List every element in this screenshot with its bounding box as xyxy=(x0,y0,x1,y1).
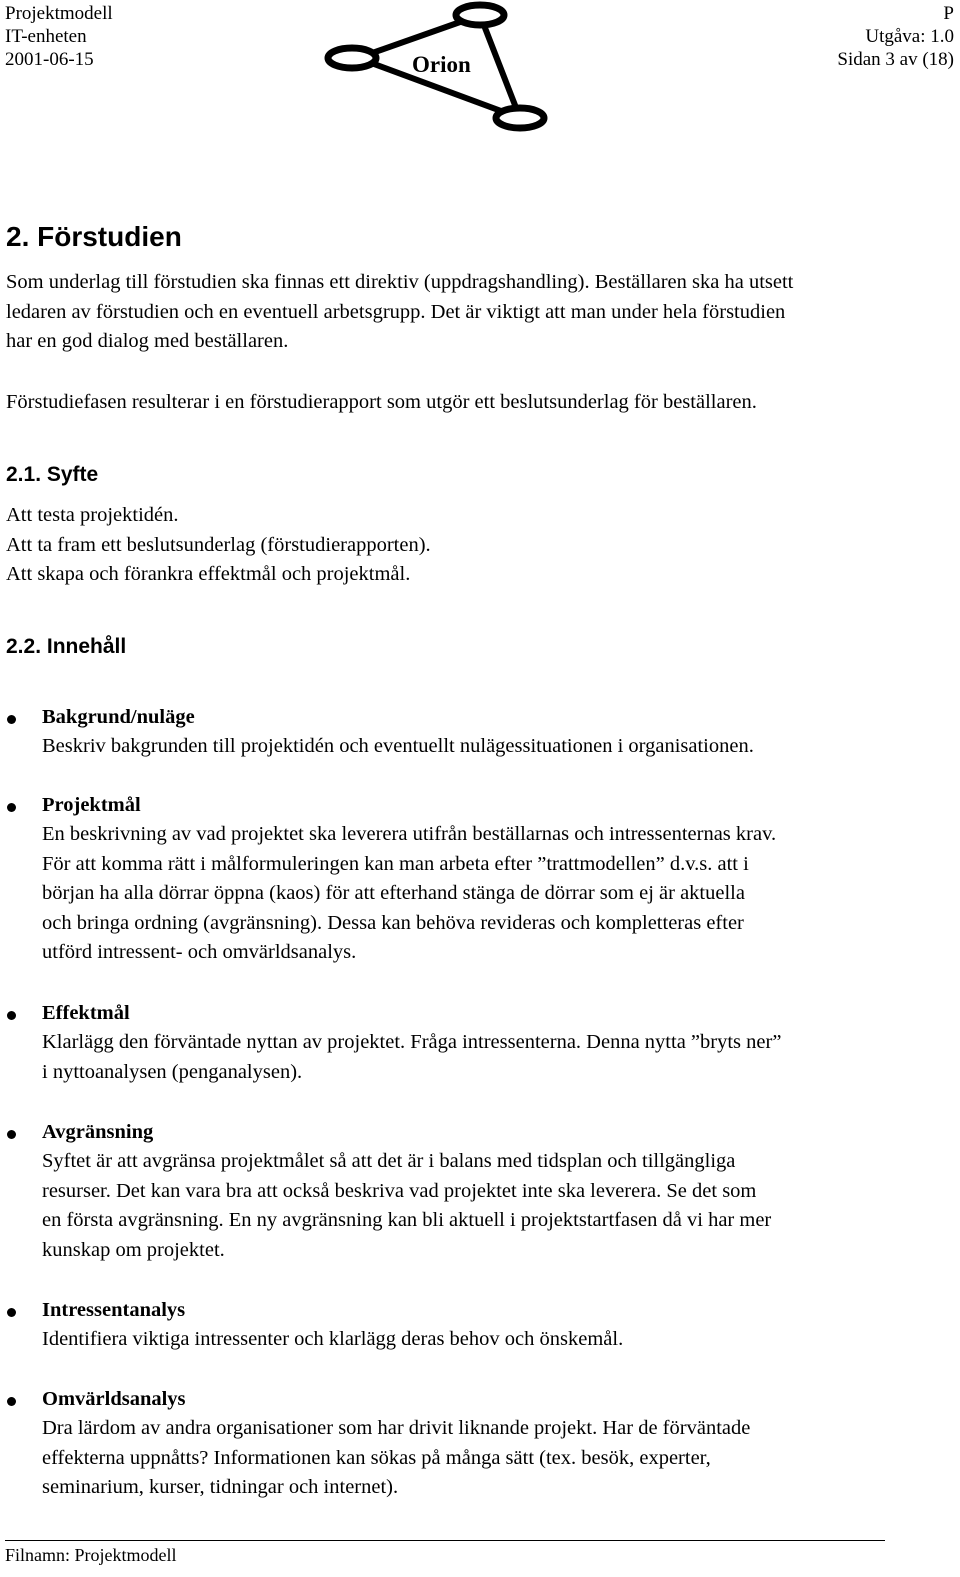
result-paragraph: Förstudiefasen resulterar i en förstudierapport som utgör ett beslutsunderlag för beställaren. xyxy=(6,391,757,413)
section-title: 2. Förstudien xyxy=(6,221,182,252)
item-text xyxy=(42,1147,892,1265)
item-text xyxy=(42,820,892,968)
syfte-heading: 2.1. Syfte xyxy=(6,463,99,486)
syfte-line: Att ta fram ett beslutsunderlag (förstudierapporten). xyxy=(6,533,431,556)
intro-paragraph xyxy=(6,268,906,357)
item-line: resurser. Det kan vara bra att också beskriva vad projektet inte ska leverera. Se det som xyxy=(42,1179,757,1202)
item-line: Identifiera viktiga intressenter och klarlägg deras behov och önskemål. xyxy=(42,1328,624,1350)
innehall-heading: 2.2. Innehåll xyxy=(6,635,127,658)
syfte-line: Att skapa och förankra effektmål och projektmål. xyxy=(6,563,411,586)
item-title: Intressentanalys xyxy=(42,1299,186,1321)
item-line: effekterna uppnåtts? Informationen kan sökas på många sätt (tex. besök, experter, xyxy=(42,1446,711,1469)
header-marker: P xyxy=(943,3,954,24)
item-line: Klarlägg den förväntade nyttan av projektet. Fråga intressenterna. Denna nytta ”bryts ner” xyxy=(42,1031,782,1053)
item-text xyxy=(42,1028,892,1087)
header-left xyxy=(5,2,113,71)
header-doc-name: Projektmodell xyxy=(5,3,113,24)
intro-line: ledaren av förstudien och en eventuell arbetsgrupp. Det är viktigt att man under hela förstudien xyxy=(6,300,786,323)
item-title: Effektmål xyxy=(42,1002,130,1024)
item-title: Omvärldsanalys xyxy=(42,1388,186,1410)
item-line: i nyttoanalysen (penganalysen). xyxy=(42,1060,303,1083)
item-line: Syftet är att avgränsa projektmålet så att det är i balans med tidsplan och tillgängliga xyxy=(42,1150,736,1172)
item-line: Dra lärdom av andra organisationer som har drivit liknande projekt. Har de förväntade xyxy=(42,1417,751,1439)
header-right xyxy=(837,2,954,71)
item-line: seminarium, kurser, tidningar och internet). xyxy=(42,1476,399,1499)
bullet-icon xyxy=(7,1130,16,1139)
item-line: början ha alla dörrar öppna (kaos) för att efterhand stänga de dörrar som ej är aktuella xyxy=(42,882,745,905)
item-line: och bringa ordning (avgränsning). Dessa kan behöva revideras och kompletteras efter xyxy=(42,911,744,934)
bullet-icon xyxy=(7,1011,16,1020)
header-department: IT-enheten xyxy=(5,26,87,47)
intro-line: har en god dialog med beställaren. xyxy=(6,330,289,353)
bullet-icon xyxy=(7,803,16,812)
header-page-number: Sidan 3 av (18) xyxy=(837,49,954,70)
item-text xyxy=(42,1414,892,1503)
bullet-icon xyxy=(7,1397,16,1406)
item-text xyxy=(42,732,892,762)
item-text xyxy=(42,1325,892,1355)
intro-line: Som underlag till förstudien ska finnas ett direktiv (uppdragshandling). Beställaren ska ha utsett xyxy=(6,271,794,293)
item-line: Beskriv bakgrunden till projektidén och eventuellt nulägessituationen i organisationen. xyxy=(42,735,754,757)
header-version: Utgåva: 1.0 xyxy=(865,26,954,47)
item-title: Avgränsning xyxy=(42,1121,154,1143)
item-line: utförd intressent- och omvärldsanalys. xyxy=(42,941,357,964)
item-title: Bakgrund/nuläge xyxy=(42,706,195,728)
item-title: Projektmål xyxy=(42,794,141,816)
footer-divider xyxy=(5,1540,885,1541)
item-line: För att komma rätt i målformuleringen kan man arbeta efter ”trattmodellen” d.v.s. att i xyxy=(42,852,749,875)
footer-filename: Filnamn: Projektmodell xyxy=(5,1545,177,1565)
item-line: kunskap om projektet. xyxy=(42,1238,225,1261)
bullet-icon xyxy=(7,1308,16,1317)
syfte-line: Att testa projektidén. xyxy=(6,504,179,526)
syfte-list xyxy=(6,501,906,590)
item-line: en första avgränsning. En ny avgränsning kan bli aktuell i projektstartfasen då vi har mer xyxy=(42,1209,772,1232)
bullet-icon xyxy=(7,715,16,724)
logo-text: Orion xyxy=(412,52,471,77)
header-date: 2001-06-15 xyxy=(5,49,94,70)
item-line: En beskrivning av vad projektet ska leverera utifrån beställarnas och intressenternas krav. xyxy=(42,823,777,845)
